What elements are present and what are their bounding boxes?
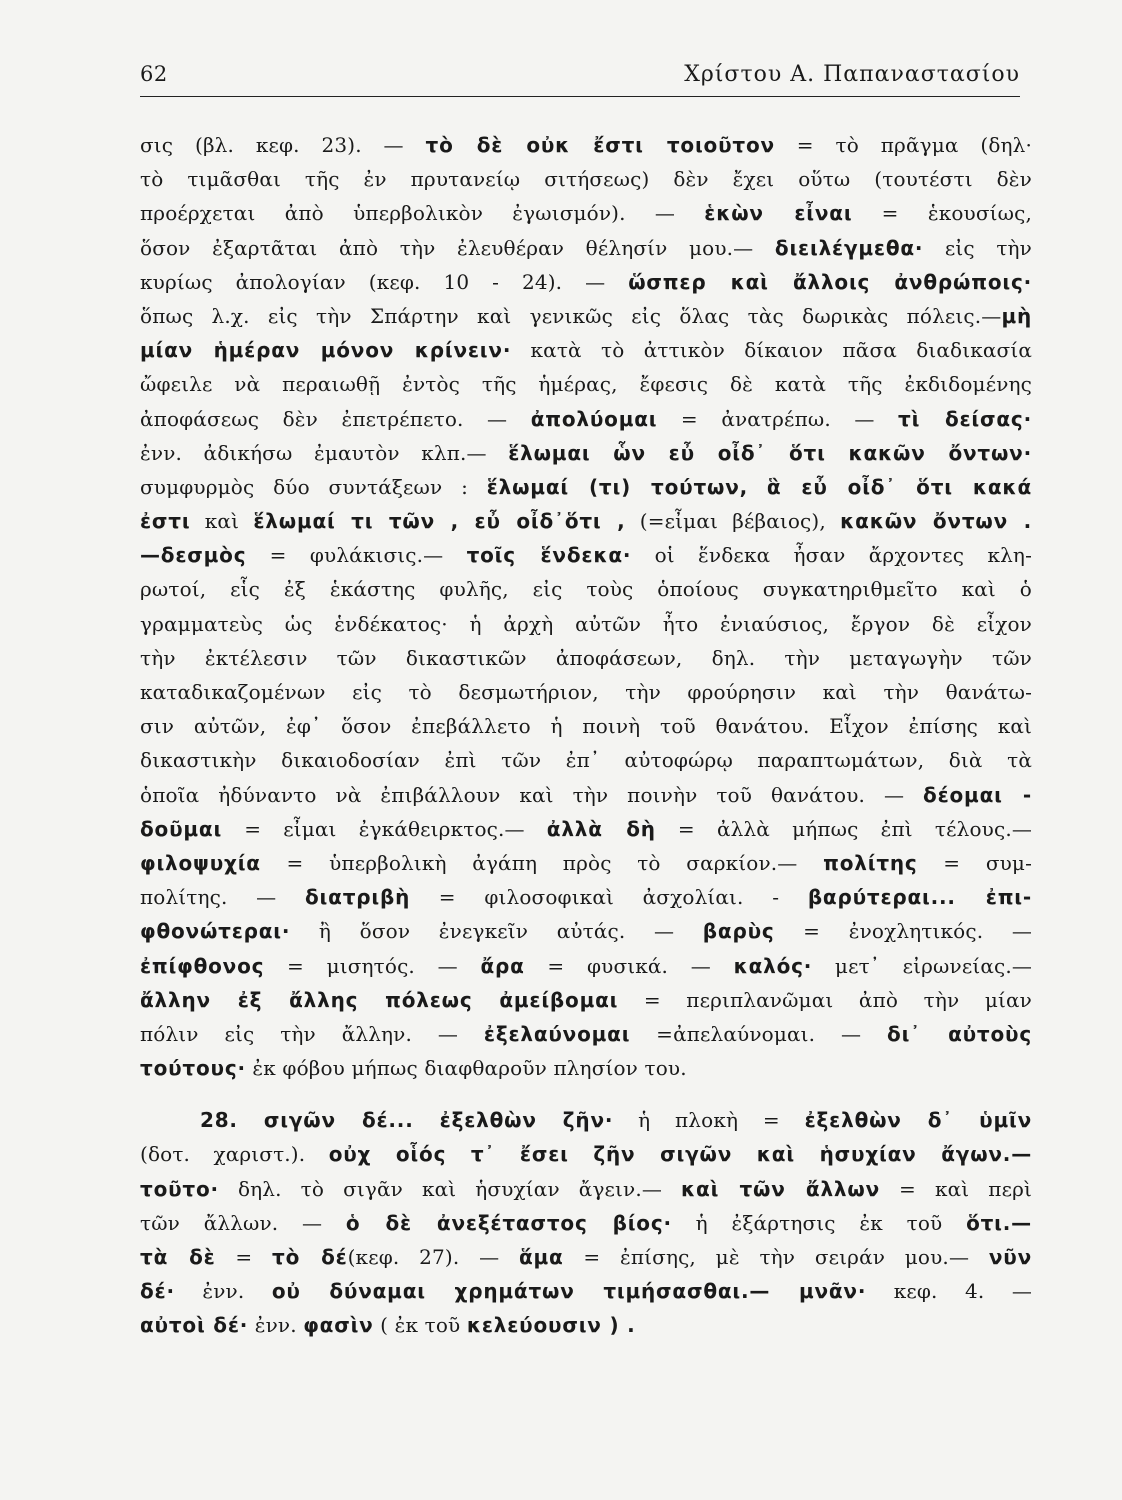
gloss-text: ἀποφάσεως δὲν ἐπετρέπετο. — (140, 406, 531, 431)
lemma-text: ὅτι.— (966, 1210, 1032, 1235)
lemma-text: ἄλλην ἐξ ἄλλης πόλεως ἀμείβομαι (140, 987, 619, 1012)
gloss-text: ἡ πλοκὴ = (613, 1108, 805, 1133)
text-line (140, 880, 1032, 914)
gloss-text: = περιπλανῶμαι ἀπὸ τὴν μίαν (618, 987, 1032, 1012)
lemma-text: —δεσμὸς (140, 543, 247, 568)
gloss-text: τὴν ἐκτέλεσιν τῶν δικαστικῶν ἀποφάσεων, δηλ. τὴν μεταγωγὴν τῶν (140, 645, 1032, 670)
gloss-text: ὁποῖα ἠδύναντο νὰ ἐπιβάλλουν καὶ τὴν ποινὴν τοῦ θανάτου. — (140, 782, 924, 807)
text-line (140, 1137, 1032, 1171)
gloss-text: ἡ ἐξάρτησις ἐκ τοῦ (671, 1210, 967, 1235)
gloss-text: = ἐπίσης, μὲ τὴν σειράν μου.— (563, 1245, 989, 1269)
gloss-text: προέρχεται ἀπὸ ὑπερβολικὸν ἐγωισμόν). — (140, 201, 705, 226)
text-line (140, 504, 1032, 538)
text-line (140, 162, 1032, 196)
gloss-text: = τὸ πρᾶγμα (δηλ· (774, 133, 1032, 157)
text-line (140, 949, 1032, 983)
gloss-text: τὸ τιμᾶσθαι τῆς ἐν πρυτανείῳ σιτήσεως) δὲν ἔχει οὕτω (τουτέστι δὲν (140, 167, 1032, 192)
lemma-text: νῦν (988, 1245, 1032, 1269)
gloss-text: πόλιν εἰς τὴν ἄλλην. — (140, 1021, 484, 1046)
lemma-text: αὐτοὶ δέ· (140, 1313, 249, 1338)
gloss-text: = ἐνοχλητικός. — (774, 919, 1032, 944)
lemma-text: τούτους· (140, 1056, 246, 1081)
text-line (140, 1051, 1032, 1085)
gloss-text: =ἀπελαύνομαι. — (630, 1021, 888, 1046)
gloss-text: = φυλάκισις.— (246, 543, 467, 568)
lemma-text: δέομαι - (923, 782, 1032, 807)
gloss-text: τῶν ἄλλων. — (140, 1210, 346, 1235)
text-line (140, 607, 1032, 641)
text-line (140, 299, 1032, 333)
text-line (140, 1274, 1032, 1308)
lemma-text: ἕλωμαι ὧν εὖ οἶδ᾽ ὅτι κακῶν ὄντων· (508, 440, 1032, 465)
text-line (140, 402, 1032, 436)
text-line (140, 333, 1032, 367)
text-line (140, 846, 1032, 880)
gloss-text: ὅπως λ.χ. εἰς τὴν Σπάρτην καὶ γενικῶς εἰς ὅλας τὰς δωρικὰς πόλεις.— (140, 303, 1002, 328)
lemma-text: κακῶν ὄντων . (840, 509, 1032, 534)
lemma-text: βαρύτεραι... ἐπι- (807, 885, 1032, 910)
gloss-text: ἐκ φόβου μήπως διαφθαροῦν πλησίον του. (245, 1056, 687, 1081)
gloss-text: κατὰ τὸ ἀττικὸν δίκαιον πᾶσα διαδικασία (511, 338, 1032, 363)
lemma-text: 28. σιγῶν δέ... ἐξελθὼν ζῆν· (200, 1108, 614, 1133)
text-line (140, 1017, 1032, 1051)
text-line (140, 367, 1032, 401)
lemma-text: ἐξελθὼν δ᾽ ὑμῖν (804, 1108, 1032, 1133)
text-line (140, 572, 1032, 606)
gloss-text: = ἑκουσίως, (852, 201, 1032, 226)
lemma-text: τὶ δείσας· (898, 406, 1032, 431)
lemma-text: τὸ δὲ οὐκ ἔστι τοιοῦτον (425, 133, 775, 157)
gloss-text: (δοτ. χαριστ.). (140, 1142, 329, 1167)
text-line (140, 709, 1032, 743)
gloss-text: (κεφ. 27). — (347, 1245, 519, 1269)
lemma-text: πολίτης (823, 850, 918, 875)
lemma-text: ἑκὼν εἶναι (704, 201, 853, 226)
text-line (140, 470, 1032, 504)
lemma-text: ἀλλὰ δὴ (546, 816, 656, 841)
lemma-text: ὁ δὲ ἀνεξέταστος βίος· (345, 1210, 672, 1235)
lemma-text: ἐξελαύνομαι (483, 1021, 631, 1046)
lemma-text: δέ· (140, 1279, 175, 1304)
gloss-text: σις (βλ. κεφ. 23). — (140, 133, 426, 157)
lemma-text: ἃ εὖ οἶδ᾽ ὅτι κακά (766, 474, 1032, 499)
lemma-text: τοῦτο· (140, 1176, 219, 1201)
gloss-text: καὶ (190, 509, 254, 534)
gloss-text: κεφ. 4. — (866, 1279, 1032, 1304)
page-number: 62 (140, 62, 168, 86)
gloss-text: συμφυρμὸς δύο συντάξεων : (140, 474, 487, 499)
gloss-text: ὤφειλε νὰ περαιωθῇ ἐντὸς τῆς ἡμέρας, ἔφεσις δὲ κατὰ τῆς ἐκδιδομένης (140, 372, 1032, 397)
text-line (140, 1308, 1032, 1342)
lemma-text: φιλοψυχία (140, 850, 261, 875)
gloss-text: καταδικαζομένων εἰς τὸ δεσμωτήριον, τὴν φρούρησιν καὶ τὴν θανάτω- (140, 680, 1032, 704)
text-line (140, 812, 1032, 846)
lemma-text: ἕλωμαί τι τῶν , εὖ οἶδ᾽ὅτι , (253, 509, 626, 534)
running-title: Χρίστου Α. Παπαναστασίου (684, 62, 1020, 87)
text-line (140, 641, 1032, 675)
text-line (140, 265, 1032, 299)
gloss-text (748, 475, 767, 499)
lemma-text: βαρὺς (702, 919, 775, 944)
lemma-text: καλός· (733, 953, 813, 978)
lemma-text: διατριβὴ (305, 885, 411, 910)
text-line (140, 1206, 1032, 1240)
gloss-text: = ἀνατρέπω. — (657, 406, 899, 431)
gloss-text: δικαστικὴν δικαιοδοσίαν ἐπὶ τῶν ἐπ᾽ αὐτοφώρῳ παραπτωμάτων, διὰ τὰ (140, 748, 1032, 773)
lemma-text: καὶ τῶν ἄλλων (681, 1176, 880, 1201)
gloss-text: (=εἶμαι βέβαιος), (625, 509, 841, 534)
lemma-text: τοῖς ἕνδεκα· (466, 543, 632, 568)
gloss-text: ἐνν. (248, 1313, 304, 1338)
lemma-text: ἅμα (518, 1245, 564, 1269)
text-line (140, 675, 1032, 709)
gloss-text: οἱ ἕνδεκα ἦσαν ἄρχοντες κλη- (631, 543, 1032, 568)
gloss-text: πολίτης. — (140, 885, 306, 910)
gloss-text: ἐνν. ἀδικήσω ἐμαυτὸν κλπ.— (140, 440, 509, 465)
text-line (140, 778, 1032, 812)
text-line (140, 1172, 1032, 1206)
gloss-text: ἢ ὅσον ἐνεγκεῖν αὐτάς. — (290, 919, 703, 944)
text-line (140, 743, 1032, 777)
text-line (140, 1103, 1032, 1137)
text-line (140, 538, 1032, 572)
lemma-text: οὐ δύναμαι χρημάτων τιμήσασθαι.— μνᾶν· (271, 1279, 867, 1304)
commentary-text (140, 128, 1032, 1343)
lemma-text: τὰ δὲ (140, 1245, 216, 1269)
text-line (140, 914, 1032, 948)
lemma-text: ἄρα (480, 953, 525, 978)
lemma-text: κελεύουσιν ) . (466, 1313, 636, 1338)
gloss-text: σιν αὐτῶν, ἐφ᾽ ὅσον ἐπεβάλλετο ἡ ποινὴ τοῦ θανάτου. Εἶχον ἐπίσης καὶ (140, 714, 1032, 739)
lemma-text: τὸ δέ (272, 1245, 348, 1269)
lemma-text: ἀπολύομαι (530, 406, 658, 431)
gloss-text: = φιλοσοφικαὶ ἀσχολίαι. - (410, 885, 808, 910)
gloss-text: = μισητός. — (264, 953, 481, 978)
gloss-text: κυρίως ἀπολογίαν (κεφ. 10 - 24). — (140, 269, 629, 294)
lemma-text: διειλέγμεθα· (774, 235, 924, 260)
gloss-text: = ὑπερβολικὴ ἀγάπη πρὸς τὸ σαρκίον.— (260, 850, 824, 875)
gloss-text: δηλ. τὸ σιγᾶν καὶ ἡσυχίαν ἄγειν.— (218, 1176, 682, 1201)
text-line (140, 128, 1032, 162)
text-line (140, 231, 1032, 265)
lemma-text: δι᾽ αὐτοὺς (887, 1021, 1032, 1046)
lemma-text: οὐχ οἷός τ᾽ ἔσει ζῆν σιγῶν καὶ ἡσυχίαν ἄγων.— (328, 1142, 1032, 1167)
gloss-text: = ἀλλὰ μήπως ἐπὶ τέλους.— (655, 816, 1032, 841)
gloss-text: ρωτοί, εἷς ἐξ ἑκάστης φυλῆς, εἰς τοὺς ὁποίους συγκατηριθμεῖτο καὶ ὁ (140, 577, 1032, 602)
text-line (140, 1240, 1032, 1274)
gloss-text: = συμ- (917, 850, 1032, 875)
gloss-text: = (215, 1245, 272, 1269)
text-line (140, 436, 1032, 470)
gloss-text: = καὶ περὶ (880, 1176, 1032, 1201)
lemma-text: δοῦμαι (140, 816, 223, 841)
gloss-text: ( ἐκ τοῦ (373, 1313, 467, 1338)
gloss-text: μετ᾽ εἰρωνείας.— (812, 953, 1032, 978)
gloss-text: = φυσικά. — (524, 953, 734, 978)
lemma-text: μὴ (1001, 303, 1032, 328)
lemma-text: ὥσπερ καὶ ἄλλοις ἀνθρώποις· (628, 269, 1032, 294)
text-line (140, 196, 1032, 230)
gloss-text: = εἶμαι ἐγκάθειρκτος.— (222, 816, 547, 841)
gloss-text: γραμματεὺς ὡς ἑνδέκατος· ἡ ἀρχὴ αὐτῶν ἦτο ἐνιαύσιος, ἔργον δὲ εἶχον (140, 611, 1032, 636)
lemma-text: ἐπίφθονος (140, 953, 265, 978)
lemma-text: φθονώτεραι· (140, 919, 291, 944)
text-line (140, 983, 1032, 1017)
gloss-text: εἰς τὴν (923, 235, 1032, 260)
lemma-text: ἕλωμαί (τι) τούτων, (486, 474, 749, 499)
gloss-text: ὅσον ἐξαρτᾶται ἀπὸ τὴν ἐλευθέραν θέλησίν μου.— (140, 235, 775, 260)
lemma-text: ἐστι (140, 509, 191, 534)
page-header (140, 60, 1020, 97)
gloss-text: ἐνν. (174, 1279, 272, 1304)
lemma-text: φασὶν (303, 1313, 374, 1338)
lemma-text: μίαν ἡμέραν μόνον κρίνειν· (140, 338, 512, 363)
